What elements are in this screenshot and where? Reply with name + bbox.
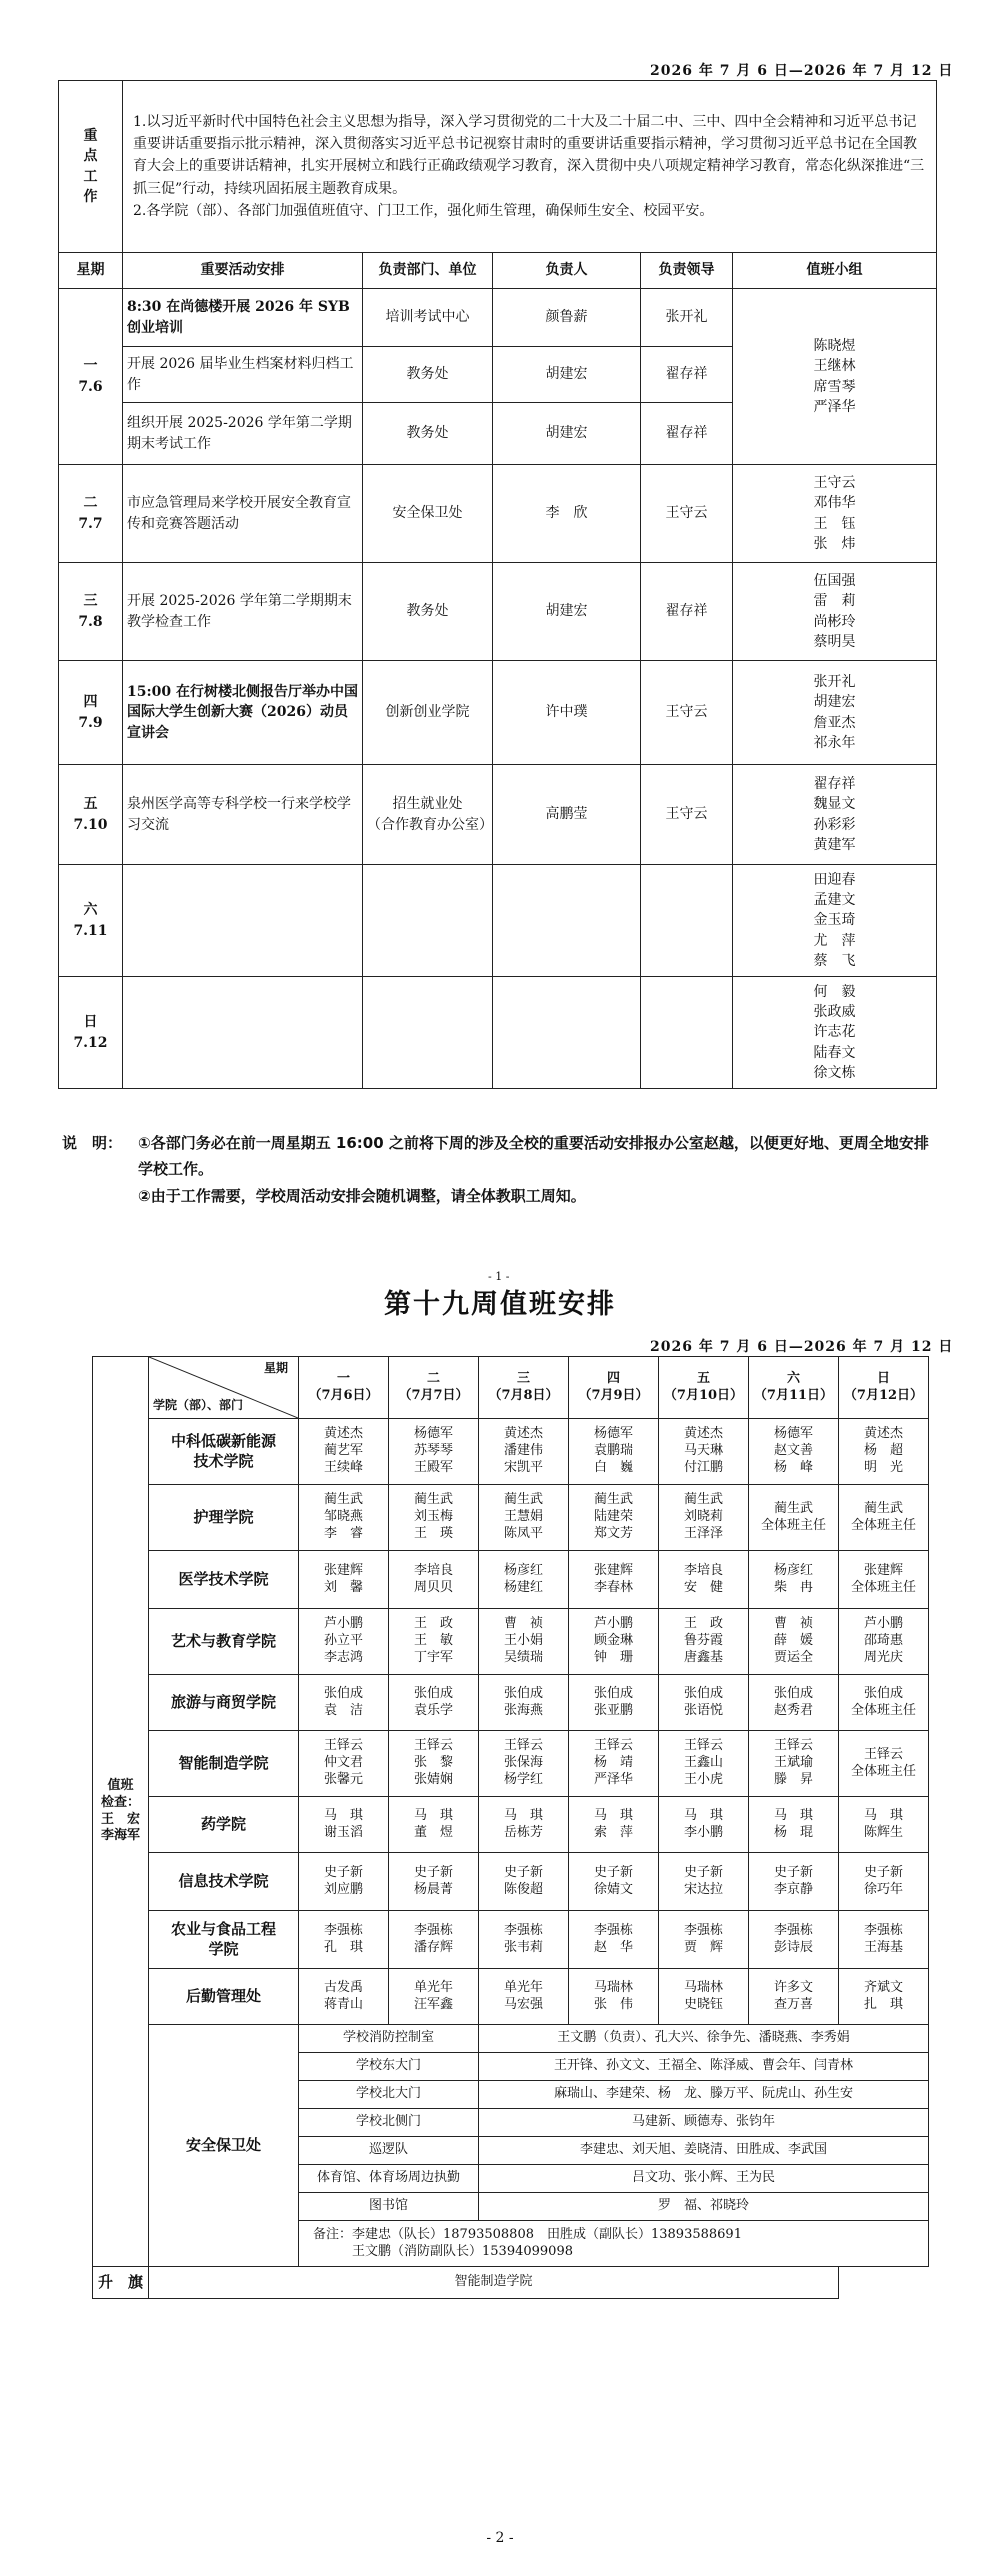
table-row — [93, 2025, 929, 2053]
dept-cell — [363, 865, 493, 977]
weekday-header: 一 （7月6日） — [299, 1357, 389, 1419]
duty-cell: 王铎云 张 黎 张婧娴 — [389, 1731, 479, 1797]
activity-cell: 开展 2026 届毕业生档案材料归档工作 — [123, 347, 363, 403]
dept-name: 安全保卫处 — [149, 2025, 299, 2267]
duty-cell: 史子新 刘应鹏 — [299, 1853, 389, 1911]
dept-name: 智能制造学院 — [149, 1731, 299, 1797]
header-leader: 负责领导 — [641, 253, 733, 289]
duty-cell: 李强栋 赵 华 — [569, 1911, 659, 1969]
duty-cell: 马 琪 杨 琨 — [749, 1797, 839, 1853]
weekday-header: 五 （7月10日） — [659, 1357, 749, 1419]
duty-cell: 史子新 李京静 — [749, 1853, 839, 1911]
dept-cell: 创新创业学院 — [363, 661, 493, 765]
activity-cell: 市应急管理局来学校开展安全教育宣传和竞赛答题活动 — [123, 465, 363, 563]
activity-cell: 泉州医学高等专科学校一行来学校学习交流 — [123, 765, 363, 865]
notes-section — [62, 1130, 932, 1209]
duty-cell: 单光年 马宏强 — [479, 1969, 569, 2025]
duty-cell: 齐斌文 扎 琪 — [839, 1969, 929, 2025]
duty-cell: 马 琪 岳栋芳 — [479, 1797, 569, 1853]
weekday-header-row — [93, 1357, 929, 1419]
table-row — [93, 1675, 929, 1731]
dept-cell: 教务处 — [363, 403, 493, 465]
duty-cell: 马 琪 李小鹏 — [659, 1797, 749, 1853]
person-cell: 许中璞 — [493, 661, 641, 765]
header-row — [59, 253, 937, 289]
person-cell: 李 欣 — [493, 465, 641, 563]
duty-cell: 张伯成 袁 洁 — [299, 1675, 389, 1731]
dept-cell — [363, 977, 493, 1089]
table-row — [59, 865, 937, 977]
post-cell: 巡逻队 — [299, 2137, 479, 2165]
duty-cell: 曹 祯 薛 媛 贾运全 — [749, 1609, 839, 1675]
flag-label: 升 旗 — [93, 2267, 149, 2299]
activity-cell: 8:30 在尚德楼开展 2026 年 SYB 创业培训 — [123, 289, 363, 347]
weekday-cell: 五 7.10 — [59, 765, 123, 865]
dept-name: 药学院 — [149, 1797, 299, 1853]
weekday-cell: 二 7.7 — [59, 465, 123, 563]
duty-cell: 单光年 汪军鑫 — [389, 1969, 479, 2025]
duty-table — [92, 1356, 929, 2299]
leader-cell: 王守云 — [641, 465, 733, 563]
duty-cell: 李强栋 彭诗辰 — [749, 1911, 839, 1969]
leader-cell: 王守云 — [641, 765, 733, 865]
table-row — [59, 661, 937, 765]
duty-cell: 张伯成 张语悦 — [659, 1675, 749, 1731]
duty-cell: 马 琪 谢玉滔 — [299, 1797, 389, 1853]
leader-cell: 翟存祥 — [641, 347, 733, 403]
duty-cell: 李强栋 张韦莉 — [479, 1911, 569, 1969]
flag-value: 智能制造学院 — [149, 2267, 839, 2299]
dept-name: 农业与食品工程 学院 — [149, 1911, 299, 1969]
duty-cell: 杨彦红 杨建红 — [479, 1551, 569, 1609]
table-row — [93, 1609, 929, 1675]
inspector-cell: 值班 检查： 王 宏 李海军 — [93, 1357, 149, 2267]
post-cell: 学校北大门 — [299, 2081, 479, 2109]
activity-cell — [123, 977, 363, 1089]
duty-group-cell: 翟存祥 魏显文 孙彩彩 黄建军 — [733, 765, 937, 865]
post-cell: 学校东大门 — [299, 2053, 479, 2081]
duty-cell: 芦小鹏 顾金琳 钟 珊 — [569, 1609, 659, 1675]
person-cell — [493, 977, 641, 1089]
weekday-cell: 四 7.9 — [59, 661, 123, 765]
post-cell: 体育馆、体育场周边执勤 — [299, 2165, 479, 2193]
staff-cell: 罗 福、祁晓玲 — [479, 2193, 929, 2221]
dept-cell: 培训考试中心 — [363, 289, 493, 347]
post-cell: 学校北侧门 — [299, 2109, 479, 2137]
date-range-2: 2026 年 7 月 6 日—2026 年 7 月 12 日 — [650, 1339, 954, 1355]
duty-cell: 古发禹 蒋青山 — [299, 1969, 389, 2025]
duty-cell: 蔺生武 全体班主任 — [749, 1485, 839, 1551]
dept-cell: 教务处 — [363, 563, 493, 661]
duty-cell: 王铎云 仲文君 张馨元 — [299, 1731, 389, 1797]
corner-bottom-label: 学院（部）、部门 — [153, 1398, 244, 1413]
duty-cell: 王 政 王 敏 丁宇军 — [389, 1609, 479, 1675]
duty-cell: 王 政 鲁芬霞 唐鑫基 — [659, 1609, 749, 1675]
weekday-cell: 日 7.12 — [59, 977, 123, 1089]
corner-cell — [149, 1357, 299, 1419]
duty-cell: 王铎云 王斌瑜 滕 昇 — [749, 1731, 839, 1797]
duty-cell: 李强栋 王海基 — [839, 1911, 929, 1969]
table-row — [93, 1853, 929, 1911]
person-cell: 颜鲁薪 — [493, 289, 641, 347]
activity-table — [58, 80, 937, 1089]
person-cell: 胡建宏 — [493, 403, 641, 465]
duty-cell: 李强栋 贾 辉 — [659, 1911, 749, 1969]
leader-cell: 张开礼 — [641, 289, 733, 347]
focus-label: 重 点 工 作 — [59, 81, 123, 253]
dept-name: 旅游与商贸学院 — [149, 1675, 299, 1731]
table-row — [93, 2267, 929, 2299]
duty-cell: 马瑞林 张 伟 — [569, 1969, 659, 2025]
activity-cell: 15:00 在行树楼北侧报告厅举办中国国际大学生创新大赛（2026）动员宣讲会 — [123, 661, 363, 765]
duty-group-cell: 何 毅 张政威 许志花 陆春文 徐文栋 — [733, 977, 937, 1089]
staff-cell: 李建忠、刘天旭、姜晓清、田胜成、李武国 — [479, 2137, 929, 2165]
leader-cell: 王守云 — [641, 661, 733, 765]
duty-cell: 蔺生武 邹晓燕 李 睿 — [299, 1485, 389, 1551]
activity-cell — [123, 865, 363, 977]
duty-cell: 张伯成 张亚鹏 — [569, 1675, 659, 1731]
table-row — [59, 563, 937, 661]
header-dept: 负责部门、单位 — [363, 253, 493, 289]
duty-cell: 蔺生武 王慧娟 陈凤平 — [479, 1485, 569, 1551]
duty-cell: 王铎云 王鑫山 王小虎 — [659, 1731, 749, 1797]
duty-cell: 杨德军 苏琴琴 王殿军 — [389, 1419, 479, 1485]
duty-cell: 杨彦红 柴 冉 — [749, 1551, 839, 1609]
leader-cell: 翟存祥 — [641, 563, 733, 661]
duty-group-cell: 张开礼 胡建宏 詹亚杰 祁永年 — [733, 661, 937, 765]
leader-cell — [641, 865, 733, 977]
security-remark: 备注：李建忠（队长）18793508808 田胜成（副队长）13893588691 王文鹏（消防副队长）15394099098 — [299, 2221, 929, 2267]
dept-name: 艺术与教育学院 — [149, 1609, 299, 1675]
focus-text-1: 1.以习近平新时代中国特色社会主义思想为指导，深入学习贯彻党的二十大及二十届二中、三中、四中全会精神和习近平总书记重要讲话重要指示批示精神，深入贯彻落实习近平总书记视察甘肃时的重要讲话重要指示精神，学习贯彻习近平总书记在全国教育大会上的重要讲话精神，扎实开展树立和践行正确政绩观学习教育，深入贯彻中央八项规定精神学习教育，常态化纵深推进“三抓三促”行动，持续巩固拓展主题教育成果。 — [133, 113, 925, 197]
duty-cell: 张伯成 赵秀君 — [749, 1675, 839, 1731]
focus-row — [59, 81, 937, 253]
duty-group-cell: 伍国强 雷 莉 尚彬玲 蔡明昊 — [733, 563, 937, 661]
post-cell: 学校消防控制室 — [299, 2025, 479, 2053]
duty-cell: 史子新 陈俊超 — [479, 1853, 569, 1911]
duty-cell: 芦小鹏 邵琦惠 周光庆 — [839, 1609, 929, 1675]
duty-cell: 芦小鹏 孙立平 李志鸿 — [299, 1609, 389, 1675]
duty-cell: 王铎云 杨 靖 严泽华 — [569, 1731, 659, 1797]
activity-cell: 开展 2025-2026 学年第二学期期末教学检查工作 — [123, 563, 363, 661]
duty-cell: 王铎云 全体班主任 — [839, 1731, 929, 1797]
dept-name: 护理学院 — [149, 1485, 299, 1551]
page-number: - 2 - — [486, 2530, 514, 2546]
dept-cell: 安全保卫处 — [363, 465, 493, 563]
dept-cell: 招生就业处 （合作教育办公室） — [363, 765, 493, 865]
note-2: ②由于工作需要，学校周活动安排会随机调整，请全体教职工周知。 — [138, 1186, 586, 1205]
table-row — [59, 289, 937, 347]
duty-group-cell: 田迎春 孟建文 金玉琦 尤 萍 蔡 飞 — [733, 865, 937, 977]
person-cell: 高鹏莹 — [493, 765, 641, 865]
weekday-cell: 六 7.11 — [59, 865, 123, 977]
duty-cell: 李培良 安 健 — [659, 1551, 749, 1609]
duty-cell: 张建辉 刘 馨 — [299, 1551, 389, 1609]
dept-cell: 教务处 — [363, 347, 493, 403]
duty-cell: 马 琪 陈辉生 — [839, 1797, 929, 1853]
staff-cell: 吕文功、张小辉、王为民 — [479, 2165, 929, 2193]
date-range: 2026 年 7 月 6 日—2026 年 7 月 12 日 — [650, 63, 954, 79]
corner-top-label: 星期 — [263, 1361, 288, 1375]
table-row — [59, 977, 937, 1089]
weekday-header: 日 （7月12日） — [839, 1357, 929, 1419]
duty-cell: 史子新 徐婧文 — [569, 1853, 659, 1911]
page-title: 第十九周值班安排 — [384, 1289, 616, 1320]
table-row — [93, 1731, 929, 1797]
table-row — [93, 1551, 929, 1609]
duty-cell: 史子新 杨晨菁 — [389, 1853, 479, 1911]
duty-cell: 马瑞林 史晓钰 — [659, 1969, 749, 2025]
weekday-cell: 一 7.6 — [59, 289, 123, 465]
person-cell — [493, 865, 641, 977]
duty-cell: 杨德军 赵文善 杨 峰 — [749, 1419, 839, 1485]
table-row — [93, 1797, 929, 1853]
person-cell: 胡建宏 — [493, 347, 641, 403]
duty-cell: 杨德军 袁鹏瑞 白 巍 — [569, 1419, 659, 1485]
focus-content — [123, 81, 937, 253]
header-person: 负责人 — [493, 253, 641, 289]
post-cell: 图书馆 — [299, 2193, 479, 2221]
duty-cell: 蔺生武 刘玉梅 王 瑛 — [389, 1485, 479, 1551]
duty-cell: 蔺生武 刘晓莉 王泽泽 — [659, 1485, 749, 1551]
duty-cell: 李培良 周贝贝 — [389, 1551, 479, 1609]
duty-cell: 史子新 宋达拉 — [659, 1853, 749, 1911]
dept-name: 中科低碳新能源 技术学院 — [149, 1419, 299, 1485]
duty-cell: 黄述杰 潘建伟 宋凯平 — [479, 1419, 569, 1485]
duty-cell: 张建辉 李春林 — [569, 1551, 659, 1609]
duty-cell: 史子新 徐巧年 — [839, 1853, 929, 1911]
duty-cell: 张伯成 张海燕 — [479, 1675, 569, 1731]
duty-cell: 张伯成 袁乐学 — [389, 1675, 479, 1731]
duty-cell: 蔺生武 全体班主任 — [839, 1485, 929, 1551]
dept-name: 信息技术学院 — [149, 1853, 299, 1911]
small-mark: - 1 - — [488, 1270, 510, 1283]
duty-cell: 张伯成 全体班主任 — [839, 1675, 929, 1731]
header-weekday: 星期 — [59, 253, 123, 289]
duty-cell: 李强栋 孔 琪 — [299, 1911, 389, 1969]
duty-cell: 黄述杰 蔺艺军 王续峰 — [299, 1419, 389, 1485]
weekday-header: 六 （7月11日） — [749, 1357, 839, 1419]
duty-cell: 许多文 查万喜 — [749, 1969, 839, 2025]
duty-cell: 王铎云 张保海 杨学红 — [479, 1731, 569, 1797]
notes-label: 说 明： — [62, 1134, 123, 1152]
duty-cell: 张建辉 全体班主任 — [839, 1551, 929, 1609]
focus-text-2: 2.各学院（部）、各部门加强值班值守、门卫工作，强化师生管理，确保师生安全、校园平安。 — [133, 203, 714, 220]
leader-cell — [641, 977, 733, 1089]
duty-cell: 马 琪 索 萍 — [569, 1797, 659, 1853]
duty-group-cell: 陈晓煜 王继林 席雪琴 严泽华 — [733, 289, 937, 465]
dept-name: 后勤管理处 — [149, 1969, 299, 2025]
table-row — [93, 1969, 929, 2025]
leader-cell: 翟存祥 — [641, 403, 733, 465]
weekday-header: 二 （7月7日） — [389, 1357, 479, 1419]
table-row — [59, 765, 937, 865]
staff-cell: 王文鹏（负责）、孔大兴、徐争先、潘晓燕、李秀娟 — [479, 2025, 929, 2053]
staff-cell: 麻瑞山、李建荣、杨 龙、滕万平、阮虎山、孙生安 — [479, 2081, 929, 2109]
table-row — [59, 465, 937, 563]
duty-cell: 曹 祯 王小娟 吴绩瑞 — [479, 1609, 569, 1675]
duty-cell: 马 琪 董 煜 — [389, 1797, 479, 1853]
weekday-header: 三 （7月8日） — [479, 1357, 569, 1419]
duty-cell: 黄述杰 杨 超 明 光 — [839, 1419, 929, 1485]
duty-cell: 黄述杰 马天琳 付江鹏 — [659, 1419, 749, 1485]
staff-cell: 王开锋、孙文文、王福全、陈泽威、曹会年、闫青林 — [479, 2053, 929, 2081]
weekday-cell: 三 7.8 — [59, 563, 123, 661]
header-activity: 重要活动安排 — [123, 253, 363, 289]
duty-cell: 李强栋 潘存辉 — [389, 1911, 479, 1969]
table-row — [93, 1911, 929, 1969]
weekday-header: 四 （7月9日） — [569, 1357, 659, 1419]
dept-name: 医学技术学院 — [149, 1551, 299, 1609]
note-1: ①各部门务必在前一周星期五 16:00 之前将下周的涉及全校的重要活动安排报办公室赵越，以便更好地、更周全地安排学校工作。 — [138, 1134, 929, 1179]
header-group: 值班小组 — [733, 253, 937, 289]
activity-cell: 组织开展 2025-2026 学年第二学期期末考试工作 — [123, 403, 363, 465]
person-cell: 胡建宏 — [493, 563, 641, 661]
table-row — [93, 1419, 929, 1485]
staff-cell: 马建新、顾德寿、张钧年 — [479, 2109, 929, 2137]
duty-cell: 蔺生武 陆建荣 郑文芳 — [569, 1485, 659, 1551]
duty-group-cell: 王守云 邓伟华 王 钰 张 炜 — [733, 465, 937, 563]
table-row — [93, 1485, 929, 1551]
